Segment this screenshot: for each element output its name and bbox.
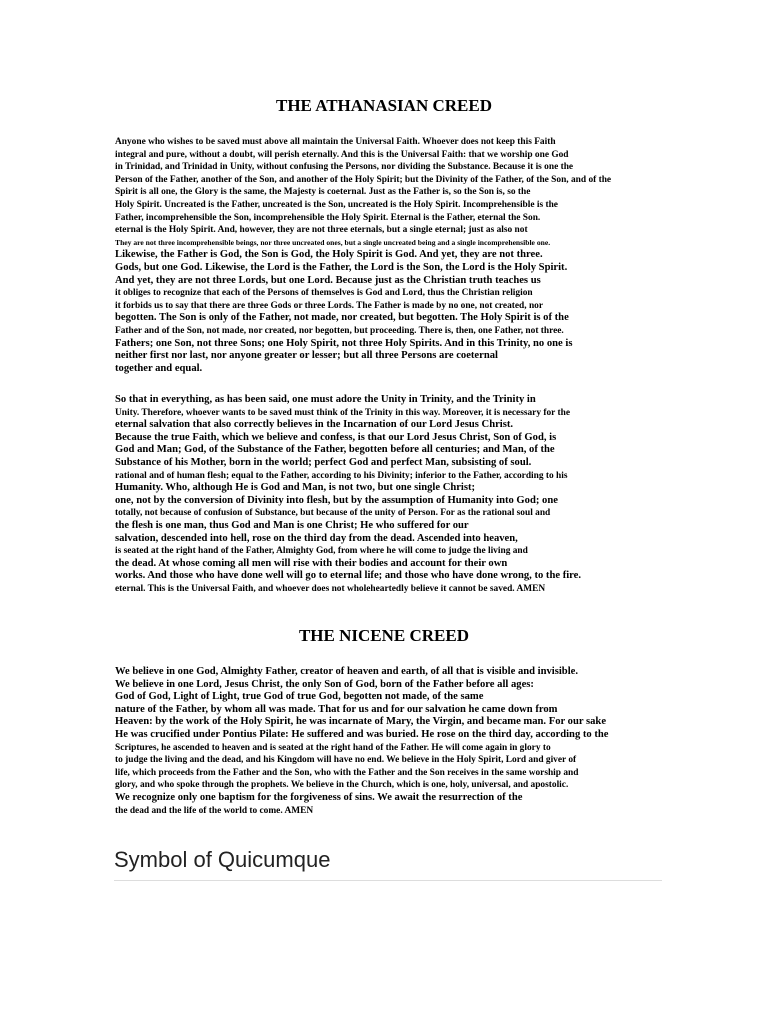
text-line: the flesh is one man, thus God and Man is one Christ; He who suffered for our bbox=[115, 519, 469, 531]
text-line: We recognize only one baptism for the forgiveness of sins. We await the resurrection of the bbox=[115, 791, 523, 803]
text-line: Holy Spirit. Uncreated is the Father, uncreated is the Son, uncreated is the Holy Spirit. Incomprehensible is the bbox=[115, 199, 558, 210]
nicene-paragraph bbox=[115, 666, 655, 817]
text-line: God and Man; God, of the Substance of the Father, begotten before all centuries; and Man, of the bbox=[115, 444, 555, 456]
athanasian-paragraph-1 bbox=[115, 136, 655, 375]
text-line: Scriptures, he ascended to heaven and is seated at the right hand of the Father. He will come again in glory to bbox=[115, 742, 551, 753]
text-line: one, not by the conversion of Divinity into flesh, but by the assumption of Humanity into God; one bbox=[115, 494, 558, 506]
text-line: Father, incomprehensible the Son, incomprehensible the Holy Spirit. Eternal is the Father, eternal the Son. bbox=[115, 212, 541, 223]
text-line: Spirit is all one, the Glory is the same, the Majesty is coeternal. Just as the Father is, so the Son is, so the bbox=[115, 187, 531, 198]
text-line: Unity. Therefore, whoever wants to be saved must think of the Trinity in this way. Moreover, it is necessary for the bbox=[115, 407, 571, 418]
text-line: Person of the Father, another of the Son, and another of the Holy Spirit; but the Divinity of the Father, of the Son, and of the bbox=[115, 174, 612, 185]
text-line: We believe in one God, Almighty Father, creator of heaven and earth, of all that is visible and invisible. bbox=[115, 666, 578, 677]
text-line: God of God, Light of Light, true God of true God, begotten not made, of the same bbox=[115, 691, 484, 703]
text-line: neither first nor last, nor anyone greater or lesser; but all three Persons are coeternal bbox=[115, 350, 498, 362]
text-line: it forbids us to say that there are three Gods or three Lords. The Father is made by no one, not created, nor bbox=[115, 300, 544, 311]
nicene-creed-title: THE NICENE CREED bbox=[298, 626, 470, 645]
text-line: it obliges to recognize that each of the Persons of themselves is God and Lord, thus the Christian religion bbox=[115, 288, 533, 299]
text-line: They are not three incomprehensible beings, nor three uncreated ones, but a single uncreated being and a single incomprehensible one. bbox=[115, 237, 551, 247]
text-line: Likewise, the Father is God, the Son is God, the Holy Spirit is God. And yet, they are not three. bbox=[115, 249, 543, 261]
text-line: We believe in one Lord, Jesus Christ, the only Son of God, born of the Father before all ages: bbox=[115, 678, 534, 690]
text-line: glory, and who spoke through the prophets. We believe in the Church, which is one, holy, universal, and apostolic. bbox=[115, 780, 569, 791]
text-line: Fathers; one Son, not three Sons; one Holy Spirit, not three Holy Spirits. And in this Trinity, no one is bbox=[115, 337, 573, 349]
text-line: life, which proceeds from the Father and the Son, who with the Father and the Son receives in the same worship and bbox=[115, 767, 579, 778]
text-line: is seated at the right hand of the Father, Almighty God, from where he will come to judge the living and bbox=[115, 546, 528, 557]
section-heading: Symbol of Quicumque bbox=[114, 846, 662, 881]
text-line: Because the true Faith, which we believe and confess, is that our Lord Jesus Christ, Son of God, is bbox=[115, 431, 557, 443]
text-line: the dead. At whose coming all men will rise with their bodies and account for their own bbox=[115, 557, 508, 569]
text-line: rational and of human flesh; equal to the Father, according to his Divinity; inferior to the Father, according to his bbox=[115, 470, 568, 481]
text-line: eternal salvation that also correctly believes in the Incarnation of our Lord Jesus Christ. bbox=[115, 419, 514, 431]
text-line: Humanity. Who, although He is God and Man, is not two, but one single Christ; bbox=[115, 482, 476, 494]
text-line: He was crucified under Pontius Pilate: He suffered and was buried. He rose on the third day, according to the bbox=[115, 728, 609, 740]
text-line: Father and of the Son, not made, nor created, nor begotten, but proceeding. There is, then, one Father, not three. bbox=[115, 325, 564, 336]
text-line: salvation, descended into hell, rose on the third day from the dead. Ascended into heaven, bbox=[115, 532, 518, 544]
text-line: works. And those who have done well will go to eternal life; and those who have done wrong, to the fire. bbox=[115, 570, 582, 582]
text-line: nature of the Father, by whom all was made. That for us and for our salvation he came down from bbox=[115, 703, 558, 715]
text-line: eternal is the Holy Spirit. And, however, they are not three eternals, but a single eternal; just as also not bbox=[115, 225, 528, 236]
text-line: in Trinidad, and Trinidad in Unity, without confusing the Persons, nor dividing the Substance. Because it is one the bbox=[115, 162, 574, 173]
text-line: Gods, but one God. Likewise, the Lord is the Father, the Lord is the Son, the Lord is the Holy Spirit. bbox=[115, 261, 568, 273]
text-line: And yet, they are not three Lords, but one Lord. Because just as the Christian truth teaches us bbox=[115, 274, 541, 286]
text-line: begotten. The Son is only of the Father, not made, nor created, but begotten. The Holy Spirit is of the bbox=[115, 312, 569, 324]
text-line: Heaven: by the work of the Holy Spirit, he was incarnate of Mary, the Virgin, and became man. For our sake bbox=[115, 716, 607, 728]
text-line: totally, not because of confusion of Substance, but because of the unity of Person. For as the rational soul and bbox=[115, 508, 551, 519]
text-line: to judge the living and the dead, and his Kingdom will have no end. We believe in the Holy Spirit, Lord and giver of bbox=[115, 755, 577, 766]
text-line: together and equal. bbox=[115, 362, 203, 374]
text-line: the dead and the life of the world to come. AMEN bbox=[115, 805, 314, 816]
text-line: Anyone who wishes to be saved must above all maintain the Universal Faith. Whoever does not keep this Faith bbox=[115, 137, 556, 147]
athanasian-creed-title: THE ATHANASIAN CREED bbox=[275, 96, 492, 115]
text-line: So that in everything, as has been said, one must adore the Unity in Trinity, and the Trinity in bbox=[115, 394, 536, 405]
text-line: integral and pure, without a doubt, will perish eternally. And this is the Universal Faith: that we worship one God bbox=[115, 149, 569, 160]
text-line: eternal. This is the Universal Faith, and whoever does not wholeheartedly believe it cannot be saved. AMEN bbox=[115, 583, 546, 594]
text-line: Substance of his Mother, born in the world; perfect God and perfect Man, subsisting of soul. bbox=[115, 456, 532, 468]
athanasian-paragraph-2 bbox=[115, 394, 655, 596]
